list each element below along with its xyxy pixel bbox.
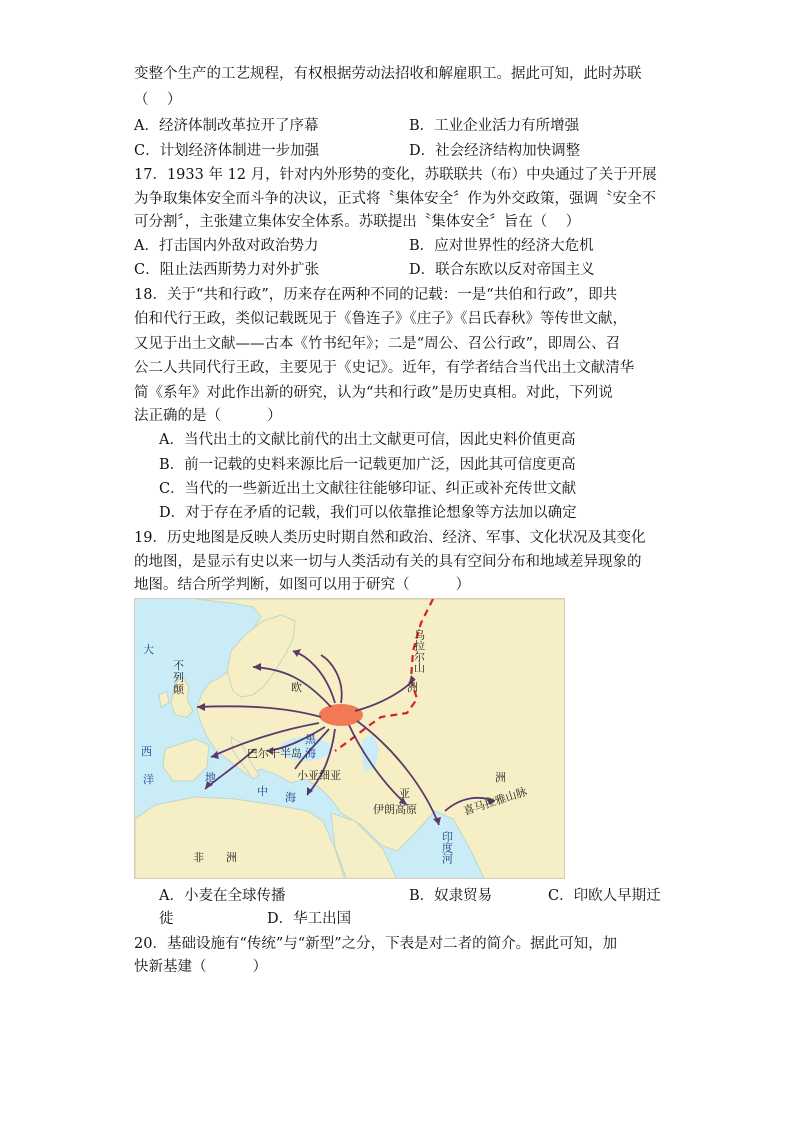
map-label-asia-minor: 小亚细亚 [297, 769, 341, 782]
map-label-britain-1: 不 [173, 659, 184, 672]
q19-stem-line-2: 的地图，是显示有史以来一切与人类活动有关的具有空间分布和地域差异现象的 [134, 554, 642, 570]
q16-option-c: C．计划经济体制进一步加强 [134, 143, 320, 159]
q17-option-d: D．联合东欧以反对帝国主义 [409, 262, 595, 278]
q19-option-c-continuation: 徙 [159, 911, 174, 927]
map-label-indus: 印度河 [440, 831, 454, 864]
q17-option-a: A．打击国内外敌对政治势力 [134, 238, 319, 254]
map-label-black-sea-1: 黑 [305, 733, 316, 746]
q17-stem-line-1: 17．1933 年 12 月，针对内外形势的变化，苏联联共（布）中央通过了关于开展 [134, 167, 657, 183]
map-label-med-hai: 海 [285, 791, 296, 804]
map-label-iran: 伊朗高原 [373, 803, 417, 816]
q18-stem-line-1: 18．关于“共和行政”，历来存在两种不同的记载：一是“共伯和行政”，即共 [134, 287, 618, 303]
q19-stem-line-3: 地图。结合所学判断，如图可以用于研究（ ） [134, 577, 471, 593]
map-label-med-zhong: 中 [257, 785, 268, 798]
q18-option-d: D．对于存在矛盾的记载，我们可以依靠推论想象等方法加以确定 [159, 505, 577, 521]
map-label-britain-2: 列 [173, 671, 184, 684]
q17-option-b: B．应对世界性的经济大危机 [409, 238, 594, 254]
map-label-med-di: 地 [205, 771, 216, 784]
map-label-europe-zhou: 洲 [407, 681, 418, 694]
map-label-ocean-yang: 洋 [143, 773, 154, 786]
map-label-britain-3: 颠 [173, 683, 184, 696]
map-label-europe-ou: 欧 [291, 681, 302, 694]
map-label-himalaya: 喜马拉雅山脉 [461, 785, 529, 818]
q16-option-b: B．工业企业活力有所增强 [409, 118, 580, 134]
q19-option-a: A．小麦在全球传播 [159, 888, 286, 904]
q18-stem-line-5: 简《系年》对此作出新的研究，认为“共和行政”是历史真相。对此，下列说 [134, 385, 613, 401]
q17-option-c: C．阻止法西斯势力对外扩张 [134, 262, 320, 278]
q18-option-a: A．当代出土的文献比前代的出土文献更可信，因此史料价值更高 [159, 432, 576, 448]
q19-stem-line-1: 19．历史地图是反映人类历史时期自然和政治、经济、军事、文化状况及其变化 [134, 530, 646, 546]
map-origin-area [319, 704, 363, 726]
map-label-ocean-da: 大 [143, 643, 154, 656]
map-label-asia-zhou: 洲 [495, 771, 506, 784]
map-label-asia-ya: 亚 [399, 787, 410, 800]
q19-option-b: B．奴隶贸易 [409, 888, 493, 904]
q16-option-a: A．经济体制改革拉开了序幕 [134, 118, 319, 134]
q18-option-c: C．当代的一些新近出土文献往往能够印证、纠正或补充传世文献 [159, 481, 577, 497]
map-label-black-sea-2: 海 [305, 747, 316, 760]
q19-option-c: C．印欧人早期迁 [548, 888, 661, 904]
map-svg [135, 599, 565, 879]
q17-stem-line-3: 可分割〞，主张建立集体安全体系。苏联提出〝集体安全〞旨在（ ） [134, 214, 581, 230]
q18-stem-line-3: 又见于出土文献——古本《竹书纪年》；二是“周公、召公行政”，即周公、召 [134, 336, 621, 352]
q19-option-d: D．华工出国 [267, 911, 352, 927]
historical-migration-map [134, 598, 565, 879]
q18-option-b: B．前一记载的史料来源比后一记载更加广泛，因此其可信度更高 [159, 457, 576, 473]
q16-answer-blank: （ ） [134, 92, 182, 108]
q18-stem-line-2: 伯和代行王政，类似记载既见于《鲁连子》《庄子》《吕氏春秋》等传世文献， [134, 311, 627, 327]
map-label-ocean-xi: 西 [141, 745, 152, 758]
map-label-ural: 乌拉尔山 [412, 629, 426, 673]
map-label-balkan: 巴尔干半岛 [247, 747, 302, 760]
q17-stem-line-2: 为争取集体安全而斗争的决议，正式将〝集体安全〞作为外交政策，强调〝安全不 [134, 191, 656, 207]
map-label-africa: 非 洲 [193, 851, 237, 864]
q18-stem-line-4: 公二人共同代行王政，主要见于《史记》。近年，有学者结合当代出土文献清华 [134, 360, 635, 376]
q18-stem-line-6: 法正确的是（ ） [134, 408, 282, 424]
q20-stem-line-1: 20．基础设施有“传统”与“新型”之分，下表是对二者的简介。据此可知，加 [134, 936, 618, 952]
q20-stem-line-2: 快新基建（ ） [134, 959, 268, 975]
q16-stem-line: 变整个生产的工艺规程，有权根据劳动法招收和解雇职工。据此可知，此时苏联 [134, 66, 642, 82]
q16-option-d: D．社会经济结构加快调整 [409, 143, 581, 159]
